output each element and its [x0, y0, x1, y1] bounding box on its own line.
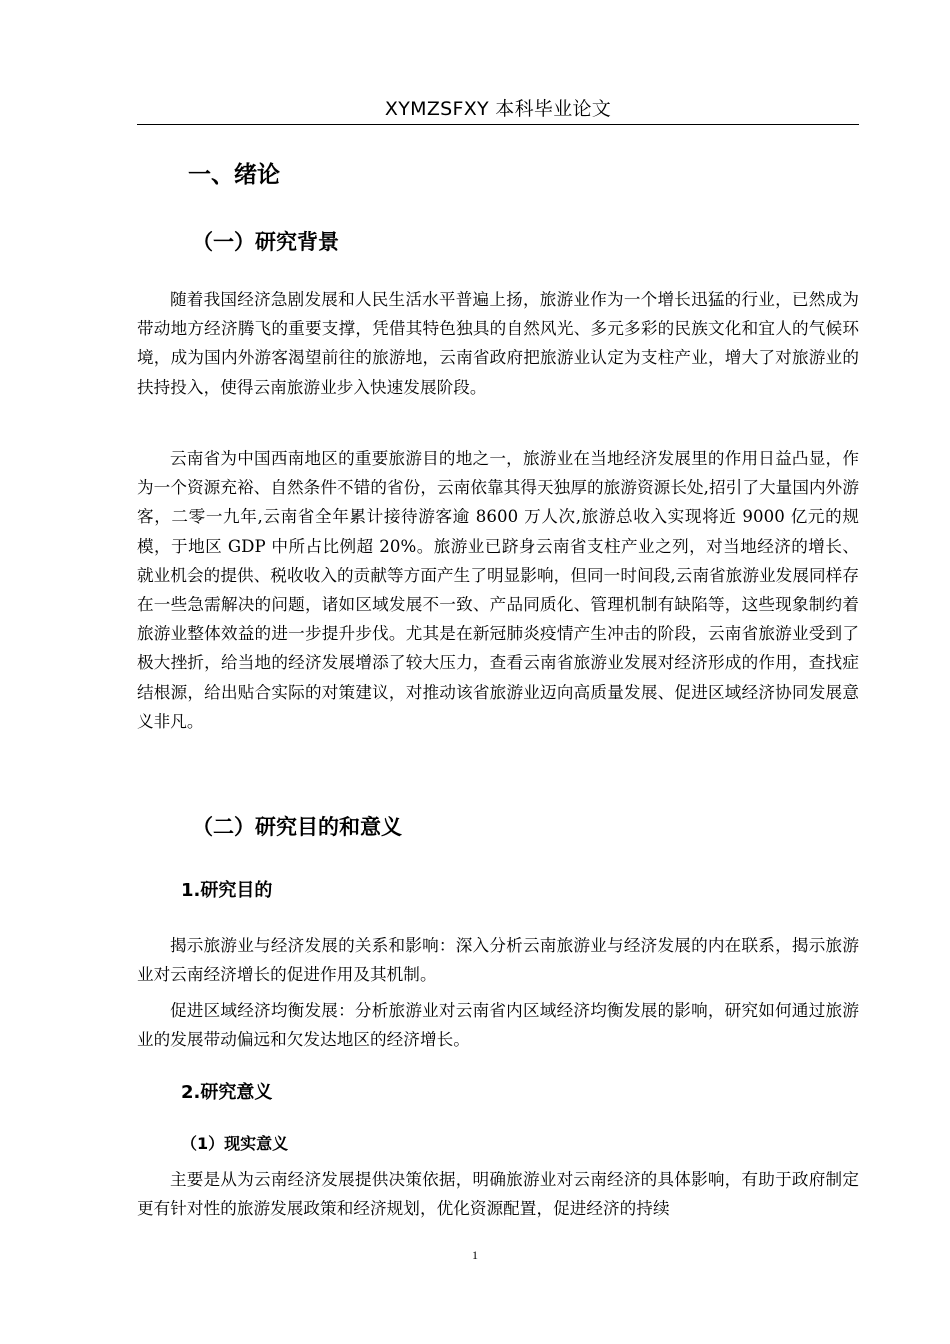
paragraph: 促进区域经济均衡发展：分析旅游业对云南省内区域经济均衡发展的影响，研究如何通过旅游业的发展带动偏远和欠发达地区的经济增长。	[137, 1001, 859, 1050]
section-title-purpose: （二）研究目的和意义	[192, 815, 402, 839]
header-rule	[137, 124, 859, 125]
paragraph: 主要是从为云南经济发展提供决策依据，明确旅游业对云南经济的具体影响，有助于政府制定更有针对性的旅游发展政策和经济规划，优化资源配置，促进经济的持续	[137, 1170, 859, 1219]
page-number: 1	[472, 1248, 478, 1262]
running-header: XYMZSFXY 本科毕业论文	[384, 98, 612, 120]
item-title-practical: （1）现实意义	[181, 1134, 289, 1153]
paragraph: 随着我国经济急剧发展和人民生活水平普遍上扬，旅游业作为一个增长迅猛的行业，已然成为带动地方经济腾飞的重要支撑，凭借其特色独具的自然风光、多元多彩的民族文化和宜人的气候环境，成为国内外游客渴望前往的旅游地，云南省政府把旅游业认定为支柱产业，增大了对旅游业的扶持投入，使得云南旅游业步入快速发展阶段。	[137, 290, 859, 397]
paragraph: 揭示旅游业与经济发展的关系和影响：深入分析云南旅游业与经济发展的内在联系，揭示旅游业对云南经济增长的促进作用及其机制。	[137, 936, 859, 985]
subsection-title-significance: 2.研究意义	[181, 1082, 273, 1103]
subsection-title-purpose: 1.研究目的	[181, 880, 273, 901]
paragraph: 云南省为中国西南地区的重要旅游目的地之一，旅游业在当地经济发展里的作用日益凸显，作为一个资源充裕、自然条件不错的省份，云南依靠其得天独厚的旅游资源长处,招引了大量国内外游客，二零一九年,云南省全年累计接待游客逾 8600 万人次,旅游总收入实现将近 9000 亿元的规模，于地区 GDP 中所占比例超 20%。旅游业已跻身云南省支柱产业之列，对当地经济的增长、就业机会的提供、税收收入的贡献等方面产生了明显影响，但同一时间段,云南省旅游业发展同样存在一些急需解决的问题，诸如区域发展不一致、产品同质化、管理机制有缺陷等，这些现象制约着旅游业整体效益的进一步提升步伐。尤其是在新冠肺炎疫情产生冲击的阶段，云南省旅游业受到了极大挫折，给当地的经济发展增添了较大压力，查看云南省旅游业发展对经济形成的作用，查找症结根源，给出贴合实际的对策建议，对推动该省旅游业迈向高质量发展、促进区域经济协同发展意义非凡。	[137, 449, 859, 731]
section-title-background: （一）研究背景	[192, 230, 339, 254]
chapter-title: 一、绪论	[188, 162, 280, 188]
